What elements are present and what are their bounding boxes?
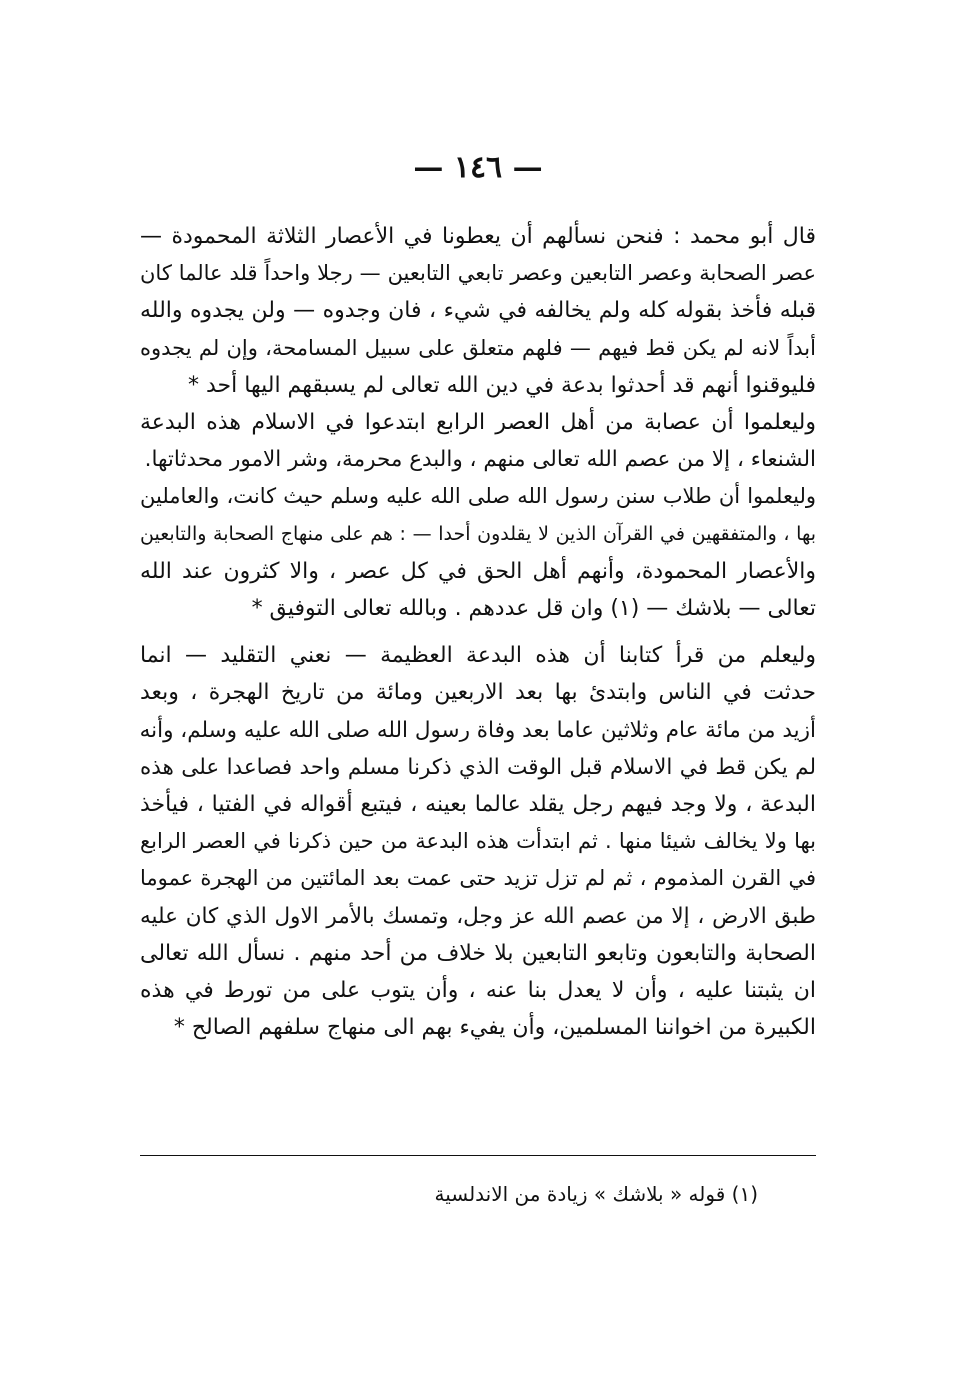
text-line: وليعلم من قرأ كتابنا أن هذه البدعة العظيمة — نعني التقليد — انما: [140, 643, 816, 669]
text-line: ان يثبتنا عليه ، وأن لا يعدل بنا عنه ، وأن يتوب على من تورط في هذه: [140, 978, 816, 1004]
text-line: أزيد من مائة عام وثلاثين عاما بعد وفاة رسول الله صلى الله عليه وسلم، وأنه: [140, 717, 816, 743]
text-line: البدعة ، ولا وجد فيهم رجل يقلد عالما بعينه ، فيتبع أقواله في الفتيا ، فيأخذ: [140, 792, 816, 818]
text-line: وليعلموا أن طلاب سنن رسول الله صلى الله عليه وسلم حيث كانت، والعاملين: [140, 484, 816, 509]
footnote: (١) قوله « بلاشك » زيادة من الاندلسية: [434, 1182, 758, 1206]
text-line: لم يكن قط في الاسلام قبل الوقت الذي ذكرنا مسلم واحد فصاعدا على هذه: [140, 754, 816, 780]
main-text: [140, 218, 816, 1046]
text-line: أبداً لانه لم يكن قط فيهم — فلهم متعلق على سبيل المسامحة، وإن لم يجدوه: [140, 335, 816, 360]
text-line: عصر الصحابة وعصر التابعين وعصر تابعي التابعين — رجلا واحداً قلد عالما كان: [140, 261, 816, 286]
text-line: بها ولا يخالف شيئا منها . ثم ابتدأت هذه البدعة من حين ذكرنا في العصر الرابع: [140, 829, 816, 854]
text-line: قبله فأخذ بقوله كله ولم يخالفه في شيء ، فان وجدوه — ولن يجدوه والله: [140, 298, 816, 324]
text-line: طبق الارض ، إلا من عصم الله عز وجل، وتمسك بالأمر الاول الذي كان عليه: [140, 903, 816, 929]
paragraph-2: [140, 637, 816, 1046]
text-line: الصحابة والتابعون وتابعو التابعين بلا خلاف من أحد منهم . نسأل الله تعالى: [140, 940, 816, 966]
text-line: فليوقنوا أنهم قد أحدثوا بدعة في دين الله تعالى لم يسبقهم اليها أحد *: [188, 372, 816, 398]
page-number: — ١٤٦ —: [413, 150, 543, 185]
text-line: في القرن المذموم ، ثم لم تزل تزيد حتى عمت بعد المائتين من الهجرة عموما: [140, 866, 816, 891]
text-line: والأعصار المحمودة، وأنهم أهل الحق في كل عصر ، والا كثرون عند الله: [140, 558, 816, 584]
text-line: وليعلموا أن عصابة من أهل العصر الرابع ابتدعوا في الاسلام هذه البدعة: [140, 410, 816, 436]
text-line: بها ، والمتفقهين في القرآن الذين لا يقلدون أحدا — : هم على منهاج الصحابة والتابعين: [140, 522, 816, 545]
footnote-divider: [140, 1155, 816, 1156]
paragraph-1: [140, 218, 816, 627]
text-line: تعالى — بلاشك — (١) وان قل عددهم . وبالله تعالى التوفيق *: [251, 596, 816, 622]
text-line: حدثت في الناس وابتدئ بها بعد الاربعين ومائة من تاريخ الهجرة ، وبعد: [140, 680, 816, 706]
text-line: الشنعاء ، إلا من عصم الله تعالى منهم ، والبدع محرمة، وشر الامور محدثاتها.: [144, 447, 816, 473]
text-line: الكبيرة من اخواننا المسلمين، وأن يفيء بهم الى منهاج سلفهم الصالح *: [173, 1015, 816, 1041]
text-line: قال أبو محمد : فنحن نسألهم أن يعطونا في الأعصار الثلاثة المحمودة —: [140, 224, 816, 249]
